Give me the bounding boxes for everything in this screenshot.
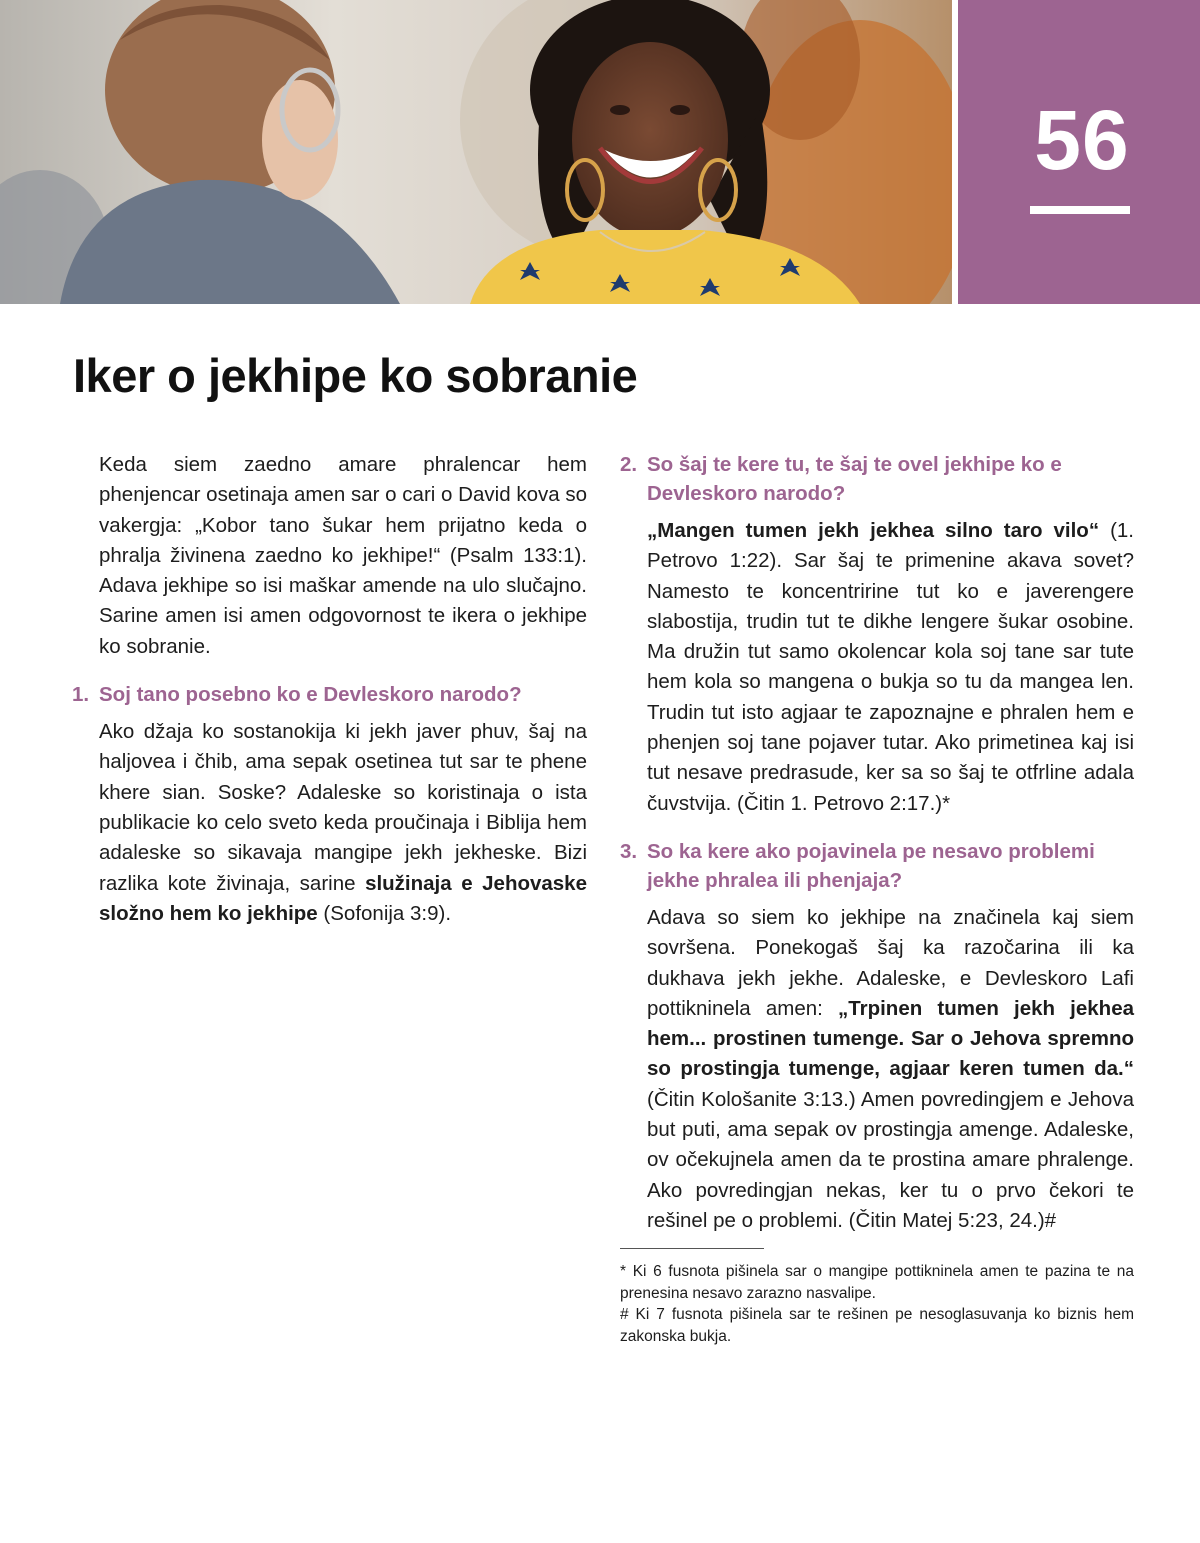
section-1-number: 1. — [72, 683, 90, 707]
section-2-number: 2. — [620, 453, 638, 476]
section-3-bold-text: „Trpinen tumen jekh jekhea hem... prostinen tumenge. Sar o Jehova spremno so prostingja tumenge, agjaar keren tumen da.“ — [647, 996, 1135, 1081]
lesson-number: 56 — [1034, 93, 1130, 187]
section-2-body — [620, 516, 1134, 819]
section-3-text-after: (Čitin Kološanite 3:13.) Amen povredingjem e Jehova but puti, ama sepak ov prostingja amenge. Adaleske, ov očekujnela amen da te prostina amare phralenge. Ako povredingjan nekas, ker tu o prvo čekori te rešinel pe o problemi. (Čitin Matej 5:23, 24.)# — [647, 1087, 1134, 1232]
section-3-question-text: So ka kere ako pojavinela pe nesavo problemi jekhe phralea ili phenjaja? — [647, 839, 1095, 892]
page-title: Iker o jekhipe ko sobranie — [73, 349, 638, 402]
lesson-number-panel — [958, 0, 1200, 304]
footnote-1: * Ki 6 fusnota pišinela sar o mangipe pottikninela amen te pazina te na prenesina nesavo zarazno nasvalipe. — [620, 1263, 1134, 1302]
section-2-question-text: So šaj te kere tu, te šaj te ovel jekhipe ko e Devleskoro narodo? — [647, 453, 1062, 505]
section-1-question-text: Soj tano posebno ko e Devleskoro narodo? — [99, 683, 522, 707]
section-2-question — [620, 450, 1134, 508]
intro-paragraph: Keda siem zaedno amare phralencar hem phenjencar osetinaja amen sar o cari o David kova so vakergja: „Kobor tano šukar hem prijatno keda o phralja živinena zaedno ko jekhipe!“ (Psalm 133:1). Adava jekhipe so isi maškar amende na ulo slučajno. Sarine amen isi amen odgovornost te ikera o jekhipe ko sobranie. — [99, 453, 587, 658]
lesson-number-underline — [1030, 206, 1130, 214]
section-1-bold-text: služinaja e Jehovaske složno hem ko jekhipe — [99, 871, 587, 925]
right-column — [620, 450, 1134, 1347]
section-1-body — [72, 717, 587, 929]
header-photo — [0, 0, 952, 304]
section-3-body — [620, 903, 1134, 1236]
left-column — [72, 450, 587, 929]
section-3-text-before: Adava so siem ko jekhipe na značinela kaj siem sovršena. Ponekogaš šaj ka razočarina ili ka dukhava jekh jekhe. Adaleske, e Devleskoro Lafi pottikninela amen: — [647, 905, 1134, 1020]
footnote-2: # Ki 7 fusnota pišinela sar te rešinen pe nesoglasuvanja ko biznis hem zakonska bukja. — [620, 1306, 1134, 1345]
section-1-question — [72, 680, 587, 709]
section-2-bold-text: „Mangen tumen jekh jekhea silno taro vilo“ — [647, 519, 1100, 542]
section-3-number: 3. — [620, 839, 638, 863]
footnote-divider — [620, 1248, 764, 1249]
section-1-text-before: Ako džaja ko sostanokija ki jekh javer phuv, šaj na haljovea i čhib, ama sepak osetinea tut sar te phene khere sian. Soske? Adaleske so koristinaja o ista publikacie ko celo sveto keda proučinaja i Biblija hem adaleske so sikavaja mangipe jekh jekheske. Bizi razlika kote živinaja, sarine — [99, 720, 587, 895]
section-3-question — [620, 837, 1134, 895]
photo-of-smiling-woman-icon — [0, 0, 952, 304]
section-1-text-after: (Sofonija 3:9). — [317, 901, 452, 925]
section-2-text-after: (1. Petrovo 1:22). Sar šaj te primenine akava sovet? Namesto te koncentririne tut ko e javerengere slabostija, trudin tut te dikhe lengere šukar osobine. Ma družin tut samo okolencar kola soj tane sar tute hem kola so mangena o bukja so tu da mangea len. Trudin tut isto agjaar te zapoznajne e phralen hem e phenjen soj tane pojaver tutar. Ako primetinea kaj isi tut nesave predrasude, ker sa so šaj te otfrline adala čuvstvija. (Čitin 1. Petrovo 2:17.)* — [647, 519, 1135, 815]
